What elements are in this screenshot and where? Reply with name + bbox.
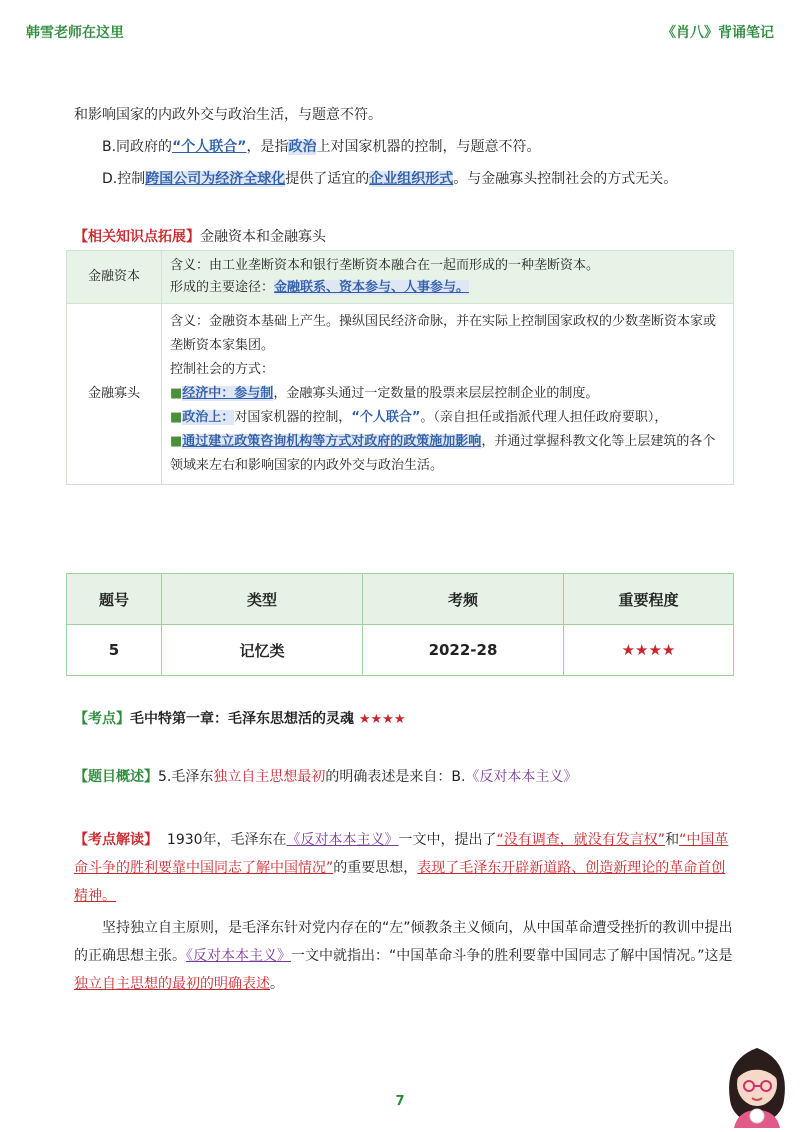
bullet-icon: ■ (170, 434, 183, 449)
jiedu-paragraph-1 (74, 826, 734, 910)
intro-line-2 (102, 136, 734, 158)
header-cell: 考频 (363, 574, 564, 625)
highlight: 《反对本本主义》 (186, 948, 291, 964)
header-cell: 类型 (162, 574, 363, 625)
kaodian-line (74, 708, 734, 731)
page-number: 7 (395, 1094, 405, 1109)
highlight: 经济中：参与制 (182, 386, 274, 401)
header-cell: 重要程度 (564, 574, 734, 625)
text: ，金融寡头通过一定数量的股票来层层控制企业的制度。 (273, 386, 599, 401)
text: 上对国家机器的控制，与题意不符。 (316, 139, 541, 155)
text: 一文中就指出：“中国革命斗争的胜利要靠中国同志了解中国情况。”这是 (291, 948, 733, 964)
text: 毛中特第一章：毛泽东思想活的灵魂 (130, 711, 354, 727)
highlight: 跨国公司为经济全球化 (145, 171, 286, 187)
related-title: 金融资本和金融寡头 (200, 229, 326, 245)
text: 含义：由工业垄断资本和银行垄断资本融合在一起而形成的一种垄断资本。 (170, 258, 600, 273)
text: 控制社会的方式： (170, 362, 275, 377)
highlight: “个人联合” (351, 410, 421, 425)
row-label: 金融寡头 (67, 304, 162, 485)
header-right: 《肖八》背诵笔记 (662, 25, 774, 41)
text: 。与金融寡头控制社会的方式无关。 (453, 171, 678, 187)
highlight: “中国革命斗争的胜利要靠中国同志了解中国情况” (74, 832, 729, 876)
jiedu-tag: 【考点解读】 (74, 832, 158, 848)
highlight: “没有调查，就没有发言权” (496, 832, 666, 848)
knowledge-table (66, 250, 734, 485)
text (170, 277, 725, 299)
table-header-row (67, 574, 734, 625)
text: 对国家机器的控制， (234, 410, 352, 425)
text: ，是指 (246, 139, 289, 155)
related-tag: 【相关知识点拓展】 (74, 229, 200, 245)
text: 坚持独立自主原则，是毛泽东针对党内存在的“左”倾教条主义倾向，从中国革命遭受挫折的教训中提出的正确思想主张。 (74, 920, 733, 964)
table-row (67, 625, 734, 676)
bullet-icon: ■ (170, 386, 183, 401)
text: 含义：金融资本基础上产生。操纵国民经济命脉，并在实际上控制国家政权的少数垄断资本家或垄断资本家集团。 (170, 314, 717, 353)
intro-line-3 (102, 168, 734, 190)
row-content (162, 304, 734, 485)
kaodian-tag: 【考点】 (74, 711, 130, 727)
row-content (162, 251, 734, 304)
related-heading (74, 226, 734, 248)
text: 。 (270, 976, 284, 992)
text: ，并通过掌握科教文化等上层建筑的各个领域来左右和影响国家的内政外交与政治生活。 (170, 434, 716, 473)
text: D.控制 (102, 171, 146, 187)
table-row (67, 251, 734, 304)
gaishu-tag: 【题目概述】 (74, 769, 158, 785)
text: 的重要思想， (333, 860, 418, 876)
importance-stars: ★★★★ (564, 625, 734, 676)
intro-line-1: 和影响国家的内政外交与政治生活，与题意不符。 (74, 107, 382, 123)
text: 1930年，毛泽东在 (166, 832, 287, 848)
star-icons: ★★★★ (358, 712, 406, 727)
teacher-avatar (722, 1040, 792, 1128)
text: 形成的主要途径： (170, 280, 275, 295)
bullet-icon: ■ (170, 410, 183, 425)
jiedu-paragraph-2 (74, 914, 734, 998)
gaishu-line (74, 766, 734, 788)
cell: 记忆类 (162, 625, 363, 676)
highlight: 表现了毛泽东开辟新道路、创造新理论的革命首创精神。 (74, 860, 726, 904)
text: 一文中，提出了 (398, 832, 497, 848)
text (170, 382, 725, 406)
text: 提供了适宜的 (285, 171, 370, 187)
text: 5.毛泽东 (158, 769, 214, 785)
cell: 5 (67, 625, 162, 676)
header-cell: 题号 (67, 574, 162, 625)
text (170, 430, 725, 478)
highlight: 通过建立政策咨询机构等方式对政府的政策施加影响 (182, 434, 482, 449)
text: B.同政府的 (102, 139, 173, 155)
question-table (66, 573, 734, 676)
highlight: 独立自主思想最初 (213, 769, 326, 785)
highlight: 《反对本本主义》 (465, 769, 578, 785)
highlight: 政治上： (182, 410, 235, 425)
highlight: 金融联系、资本参与、人事参与。 (274, 280, 470, 295)
row-label: 金融资本 (67, 251, 162, 304)
text: 的明确表述是来自：B. (325, 769, 466, 785)
highlight: 《反对本本主义》 (286, 832, 399, 848)
header-left: 韩雪老师在这里 (26, 25, 124, 41)
text (170, 406, 725, 430)
cell: 2022-28 (363, 625, 564, 676)
text: 和 (665, 832, 680, 848)
text: 。（亲自担任或指派代理人担任政府要职）， (420, 410, 668, 425)
table-row (67, 304, 734, 485)
highlight: 政治 (288, 139, 317, 155)
highlight: 企业组织形式 (369, 171, 454, 187)
highlight: “个人联合” (172, 139, 247, 155)
highlight: 独立自主思想的最初的明确表述 (74, 976, 270, 992)
